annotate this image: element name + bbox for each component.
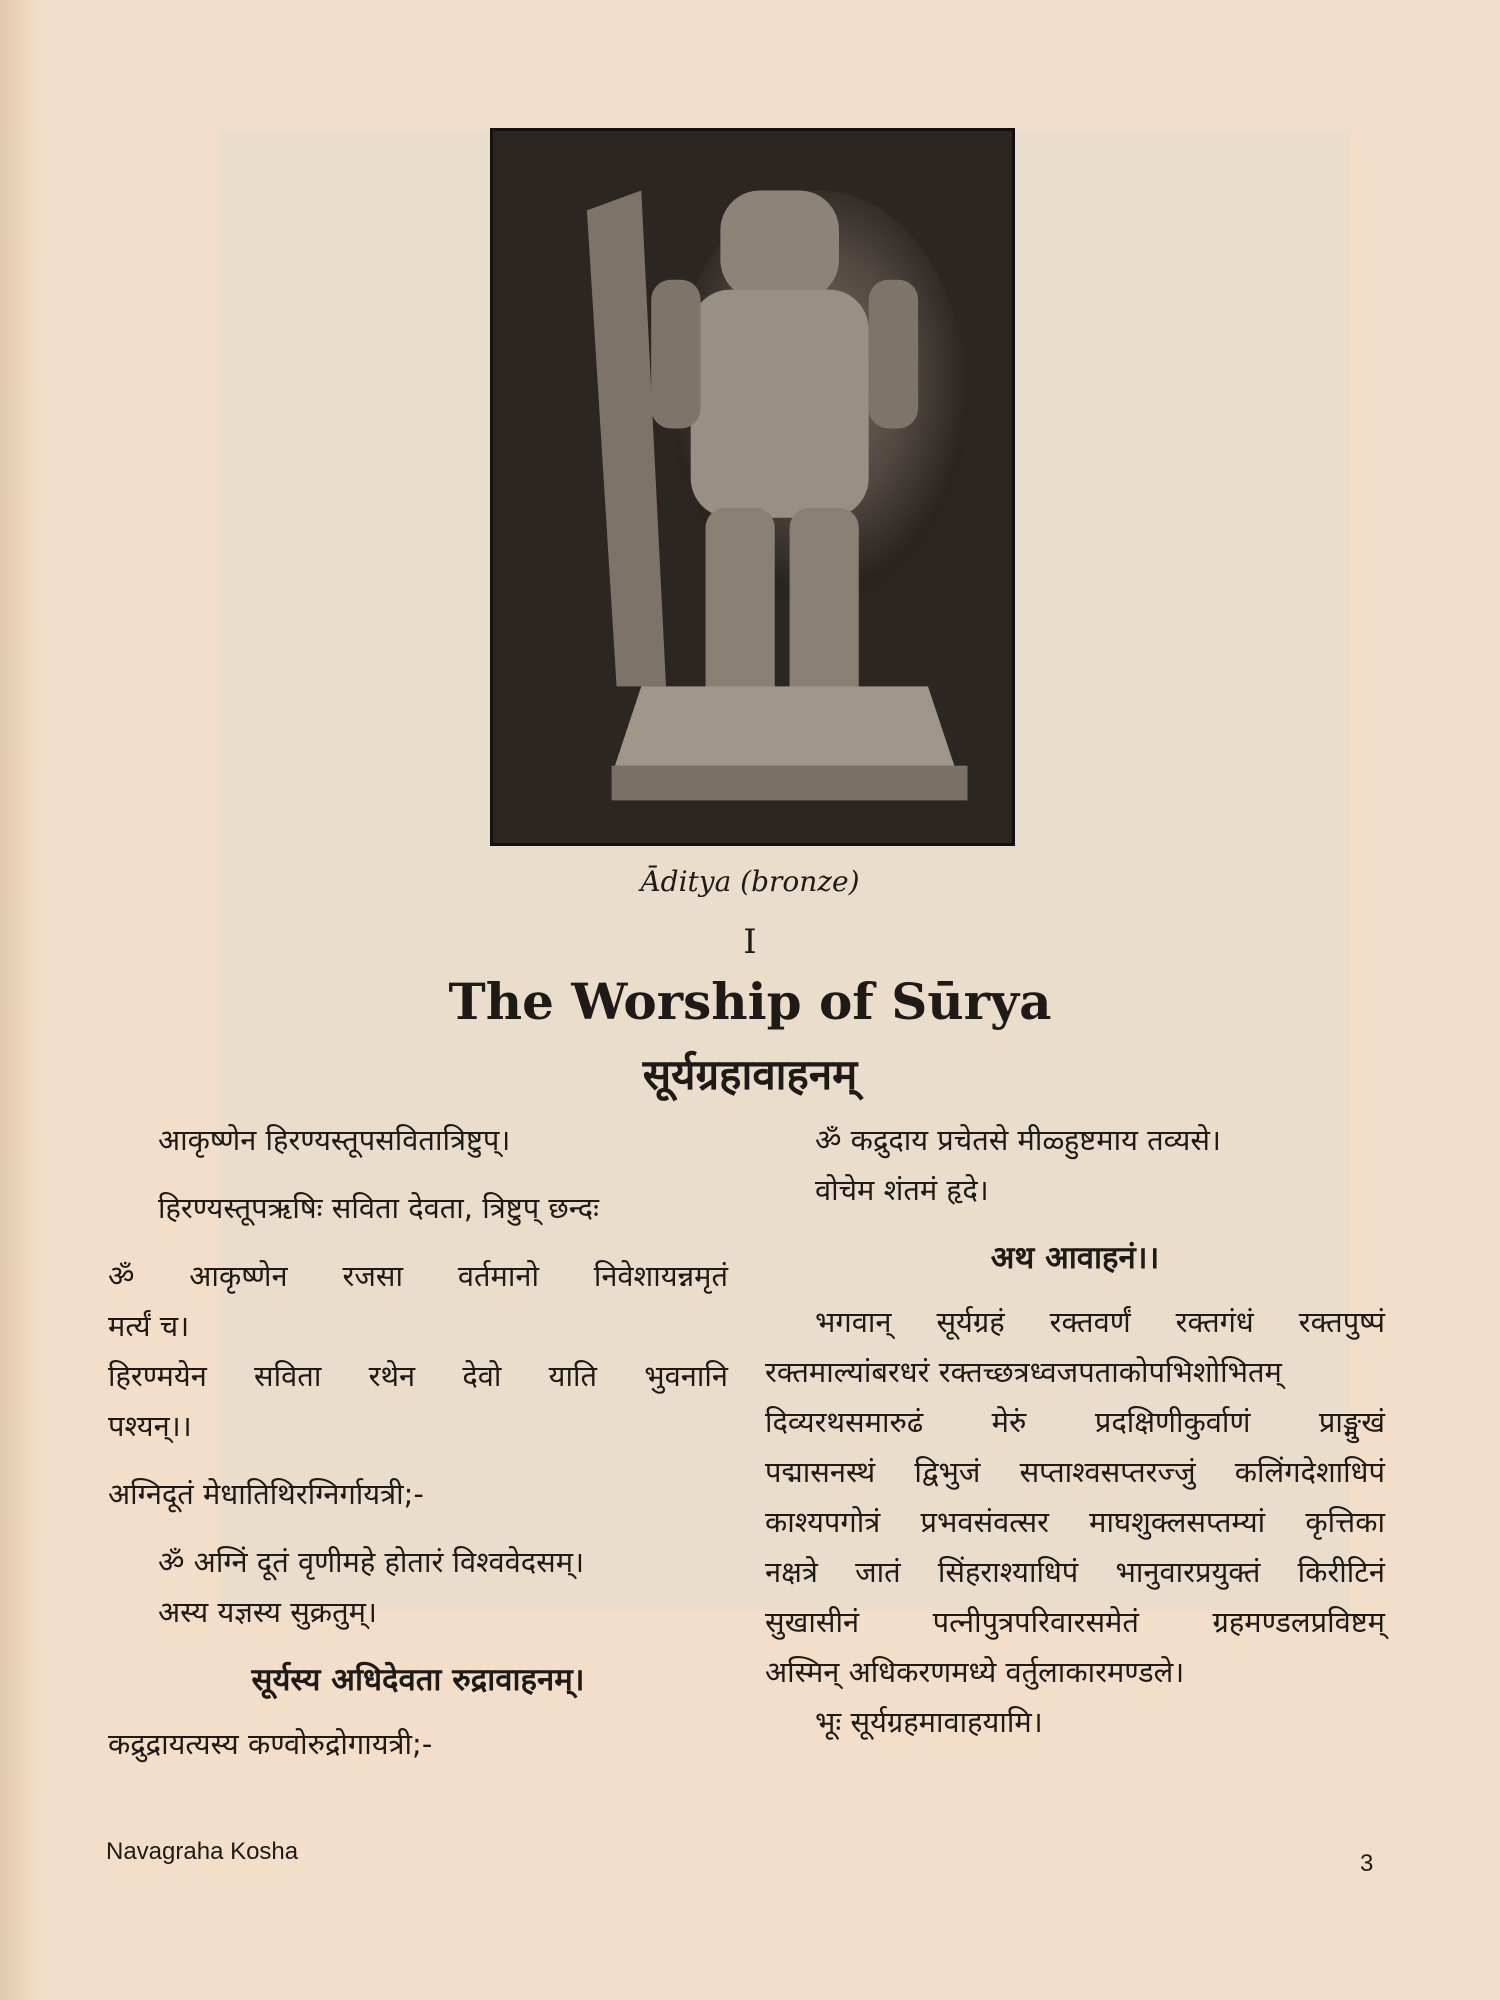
chapter-title-sanskrit: सूर्यग्रहावाहनम्: [642, 1050, 858, 1099]
chapter-title-english: The Worship of Sūrya: [448, 972, 1052, 1031]
verse-line: मर्त्यं च।: [108, 1309, 190, 1343]
verse-line: अस्य यज्ञस्य सुक्रतुम्।: [158, 1595, 377, 1629]
book-title-footer: Navagraha Kosha: [106, 1838, 299, 1865]
figure-caption: Āditya (bronze): [640, 865, 860, 898]
right-text-column: [765, 1115, 1385, 1747]
prose-line: काश्यपगोत्रं प्रभवसंवत्सर माघशुक्लसप्तम्यां कृत्तिका: [765, 1505, 1385, 1539]
verse-line: हिरण्यस्तूपऋषिः सविता देवता, त्रिष्टुप् छन्दः: [158, 1191, 599, 1225]
section-heading: अथ आवाहनं।।: [990, 1240, 1160, 1276]
section-heading: सूर्यस्य अधिदेवता रुद्रावाहनम्।: [251, 1662, 585, 1698]
prose-line: पद्मासनस्थं द्विभुजं सप्ताश्वसप्तरज्जुं कलिंगदेशाधिपं: [765, 1455, 1385, 1489]
verse-line: ॐ कद्रुदाय प्रचेतसे मीळ्हुष्टमाय तव्यसे।: [815, 1123, 1221, 1157]
chapter-number: I: [743, 922, 757, 962]
page-number: 3: [1360, 1850, 1374, 1877]
verse-line: वोचेम शंतमं हृदे।: [815, 1173, 989, 1207]
verse-line: अग्निदूतं मेधातिथिरग्निर्गायत्री;-: [108, 1477, 424, 1511]
prose-line: भूः सूर्यग्रहमावाहयामि।: [815, 1705, 1043, 1739]
bronze-sculpture-photo: [490, 128, 1015, 846]
prose-line: दिव्यरथसमारुढं मेरुं प्रदक्षिणीकुर्वाणं प्राङ्मुखं: [765, 1405, 1385, 1439]
left-text-column: [108, 1115, 728, 1769]
verse-line: आकृष्णेन हिरण्यस्तूपसवितात्रिष्टुप्।: [158, 1123, 511, 1157]
verse-line: पश्यन्।।: [108, 1409, 192, 1443]
prose-line: अस्मिन् अधिकरणमध्ये वर्तुलाकारमण्डले।: [765, 1655, 1185, 1689]
prose-line: सुखासीनं पत्नीपुत्रपरिवारसमेतं ग्रहमण्डलप्रविष्टम्: [765, 1605, 1385, 1639]
prose-line: नक्षत्रे जातं सिंहराश्याधिपं भानुवारप्रयुक्तं किरीटिनं: [765, 1555, 1385, 1589]
verse-line: ॐ आकृष्णेन रजसा वर्तमानो निवेशायन्नमृतं: [108, 1259, 728, 1293]
verse-line: हिरण्मयेन सविता रथेन देवो याति भुवनानि: [108, 1359, 728, 1393]
prose-line: रक्तमाल्यांबरधरं रक्तच्छत्रध्वजपताकोपभिशोभितम्: [765, 1355, 1282, 1389]
verse-line: कद्रुद्रायत्यस्य कण्वोरुद्रोगायत्री;-: [108, 1727, 433, 1761]
verse-line: ॐ अग्निं दूतं वृणीमहे होतारं विश्ववेदसम्।: [158, 1545, 585, 1579]
prose-line: भगवान् सूर्यग्रहं रक्तवर्णं रक्तगंधं रक्तपुष्पं: [815, 1305, 1385, 1339]
